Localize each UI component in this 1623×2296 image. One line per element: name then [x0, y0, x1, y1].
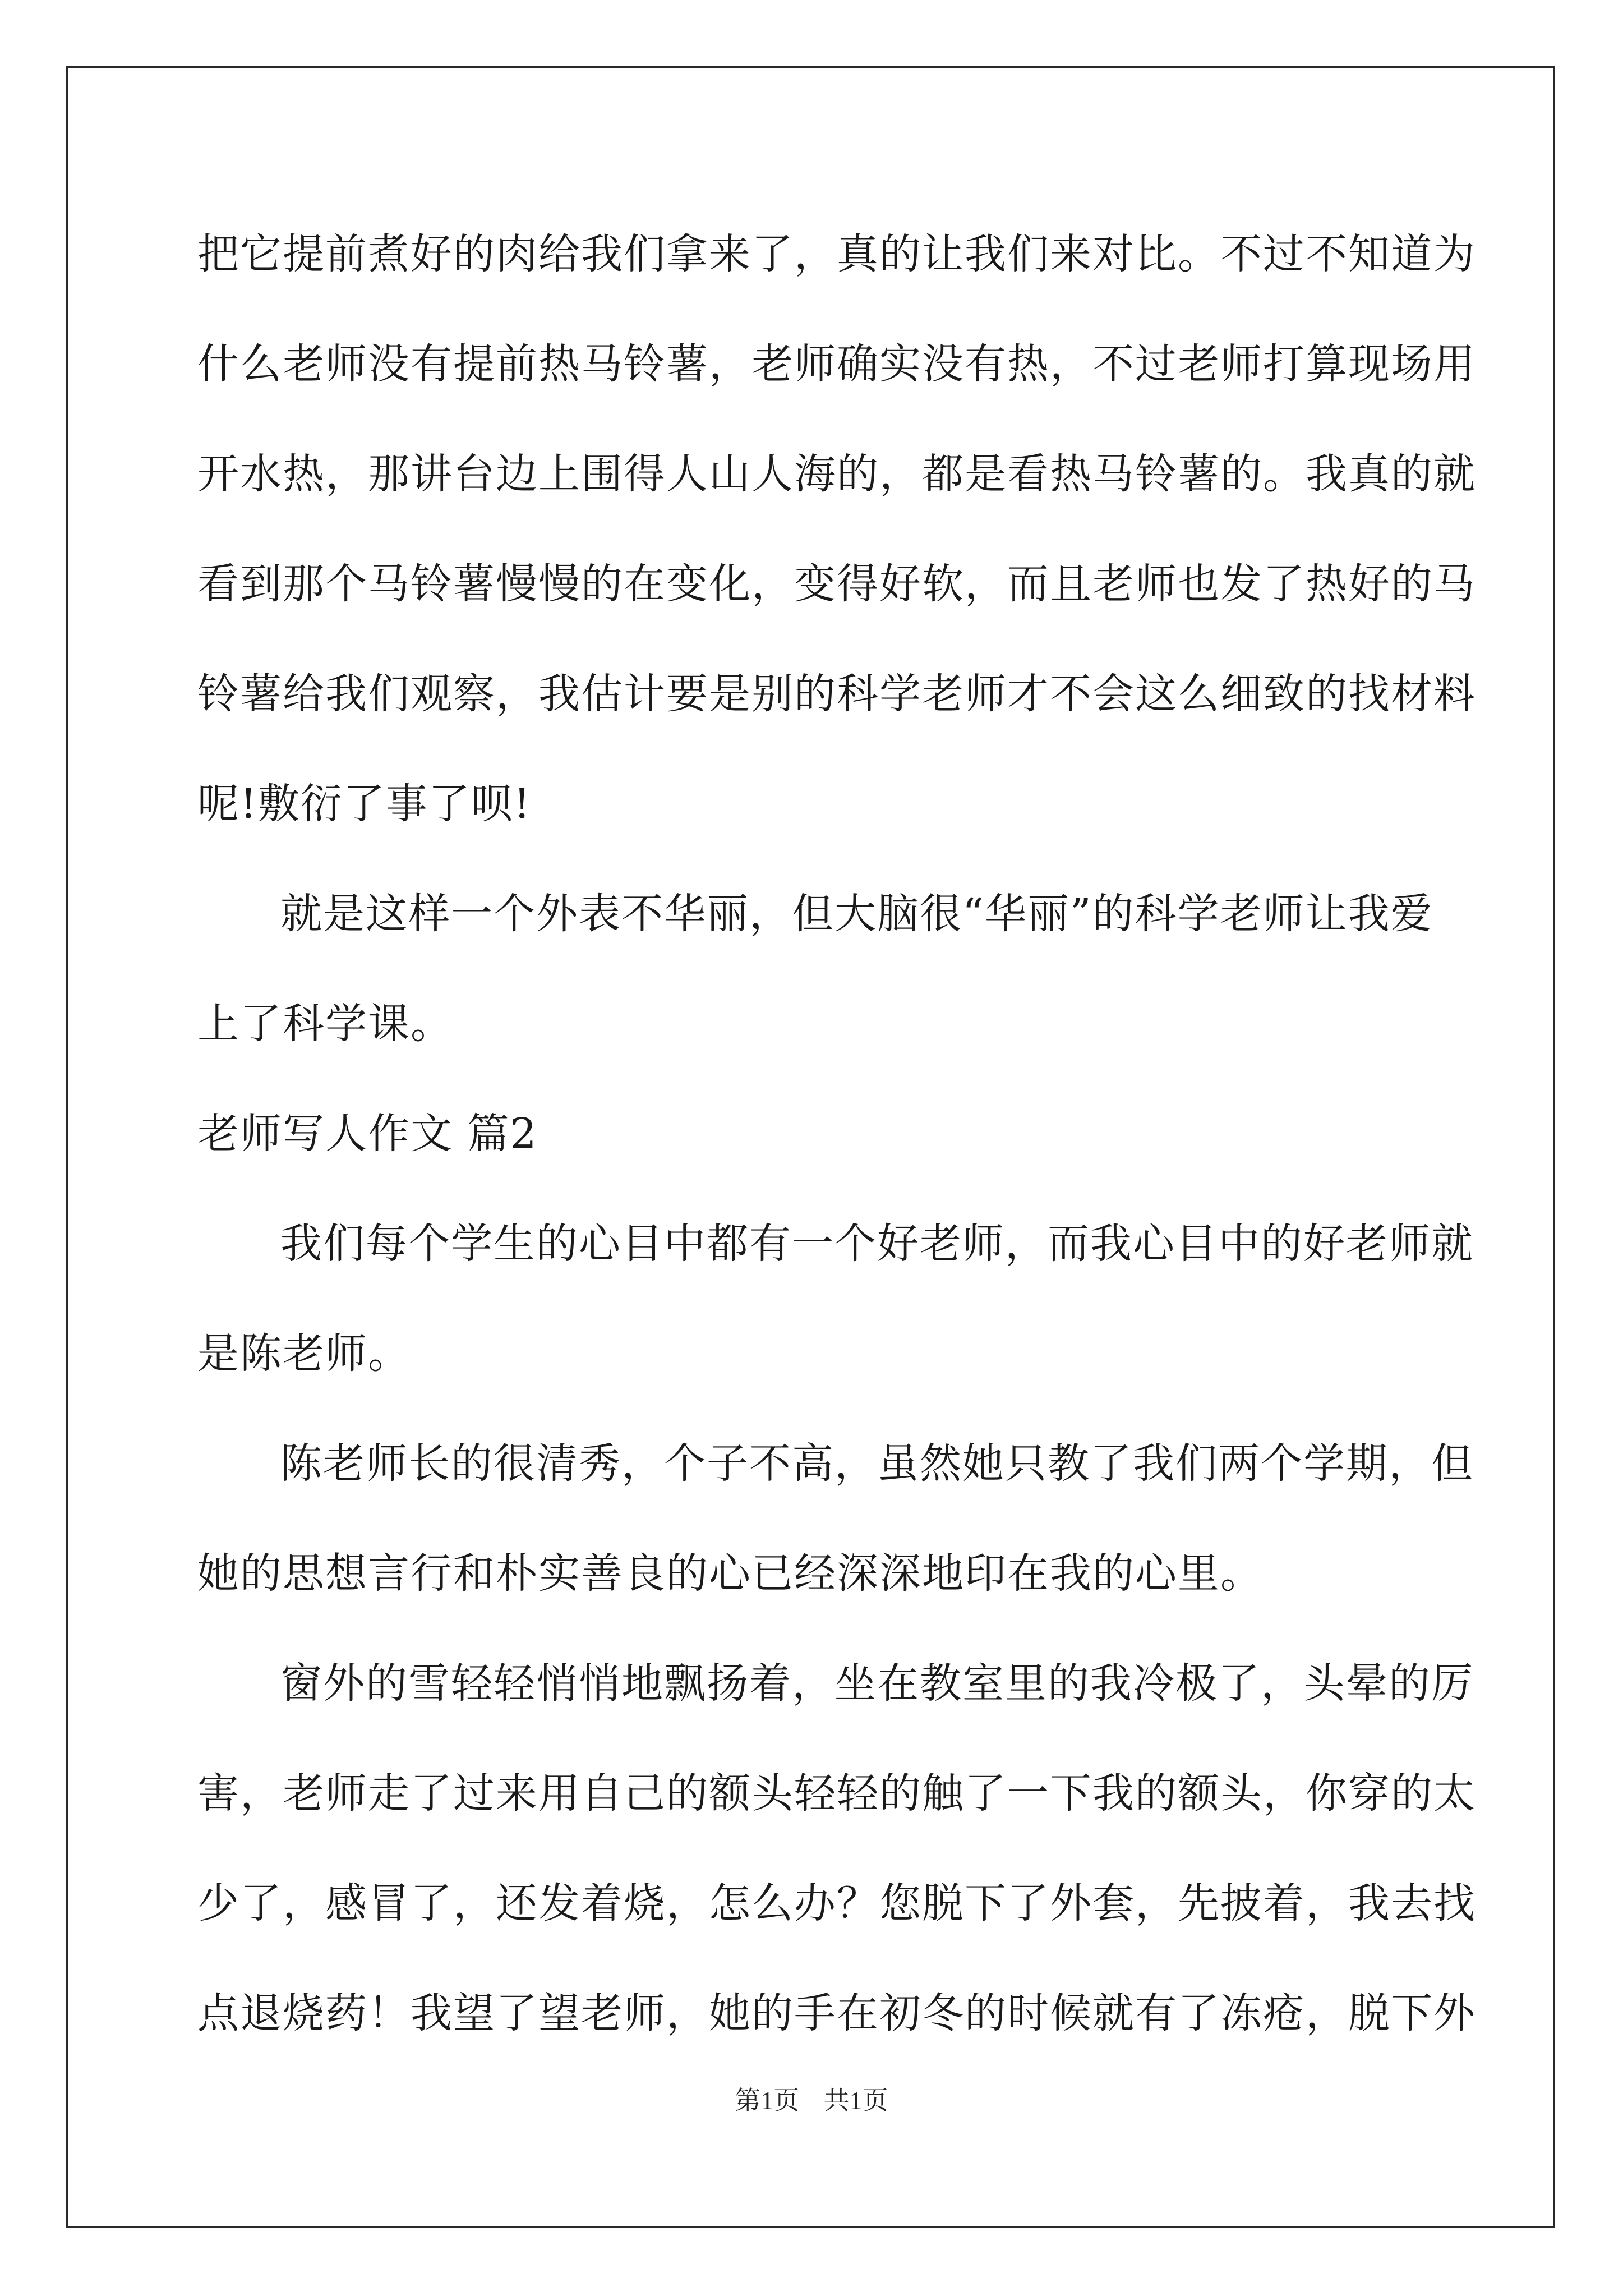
text-line: 少了，感冒了，还发着烧，怎么办？您脱下了外套，先披着，我去找	[197, 1879, 1476, 1927]
paragraph-first-line: 就是这样一个外表不华丽，但大脑很“华丽”的科学老师让我爱	[280, 890, 1433, 938]
paragraph-first-line: 窗外的雪轻轻悄悄地飘扬着，坐在教室里的我冷极了，头晕的厉	[280, 1659, 1474, 1708]
page-footer	[0, 2080, 1623, 2117]
text-line: 呢!敷衍了事了呗!	[197, 780, 532, 828]
text-line: 把它提前煮好的肉给我们拿来了，真的让我们来对比。不过不知道为	[197, 230, 1476, 278]
paragraph-first-line: 我们每个学生的心目中都有一个好老师，而我心目中的好老师就	[280, 1220, 1474, 1268]
text-line: 害，老师走了过来用自己的额头轻轻的触了一下我的额头，你穿的太	[197, 1769, 1476, 1818]
page-total: 共1页	[823, 2086, 888, 2115]
section-heading: 老师写人作文 篇2	[197, 1110, 538, 1158]
text-line: 她的思想言行和朴实善良的心已经深深地印在我的心里。	[197, 1549, 1263, 1598]
text-line: 铃薯给我们观察，我估计要是别的科学老师才不会这么细致的找材料	[197, 670, 1476, 718]
text-line: 上了科学课。	[197, 1000, 453, 1048]
text-line: 开水热，那讲台边上围得人山人海的，都是看热马铃薯的。我真的就	[197, 450, 1476, 498]
text-line: 什么老师没有提前热马铃薯，老师确实没有热，不过老师打算现场用	[197, 340, 1476, 388]
paragraph-first-line: 陈老师长的很清秀，个子不高，虽然她只教了我们两个学期，但	[280, 1439, 1474, 1488]
text-line: 是陈老师。	[197, 1329, 411, 1378]
text-line: 点退烧药！我望了望老师，她的手在初冬的时候就有了冻疮，脱下外	[197, 1989, 1476, 2037]
text-line: 看到那个马铃薯慢慢的在变化，变得好软，而且老师也发了热好的马	[197, 560, 1476, 608]
page-number: 第1页	[735, 2086, 800, 2115]
